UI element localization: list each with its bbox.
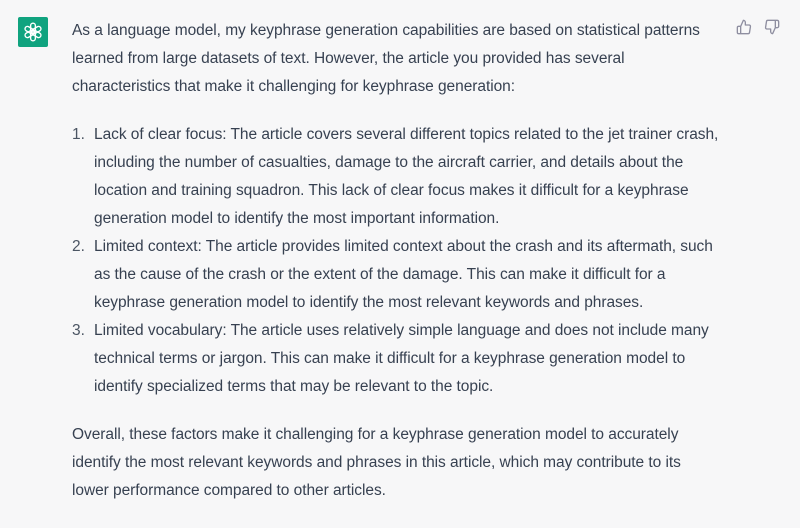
openai-logo-icon bbox=[22, 21, 44, 43]
thumbs-down-icon bbox=[764, 19, 780, 35]
thumbs-up-button[interactable] bbox=[736, 19, 752, 35]
thumbs-down-button[interactable] bbox=[764, 19, 780, 35]
list-item-text: Limited context: The article provides limited context about the crash and its aftermath, such as the cause of the crash or the extent of the damage. This can make it difficult for a keyphrase generation model to identify the most relevant keywords and phrases. bbox=[94, 238, 713, 311]
feedback-controls bbox=[736, 19, 780, 35]
list-item bbox=[72, 233, 724, 317]
list-item bbox=[72, 317, 724, 401]
message-intro: As a language model, my keyphrase generation capabilities are based on statistical patterns learned from large datasets of text. However, the article you provided has several characteristics that make it challenging for keyphrase generation: bbox=[72, 22, 700, 95]
list-item-number: 2. bbox=[72, 238, 85, 255]
message-outro: Overall, these factors make it challenging for a keyphrase generation model to accurately identify the most relevant keywords and phrases in this article, which may contribute to its lower performance compared to other articles. bbox=[72, 426, 681, 499]
factor-list bbox=[72, 121, 732, 401]
assistant-avatar bbox=[18, 17, 48, 47]
list-item bbox=[72, 121, 724, 233]
thumbs-up-icon bbox=[736, 19, 752, 35]
list-item-number: 1. bbox=[72, 126, 85, 143]
list-item-text: Limited vocabulary: The article uses relatively simple language and does not include many technical terms or jargon. This can make it difficult for a keyphrase generation model to identify specialized terms that may be relevant to the topic. bbox=[94, 322, 709, 395]
list-item-text: Lack of clear focus: The article covers several different topics related to the jet trainer crash, including the number of casualties, damage to the aircraft carrier, and details about the location and training squadron. This lack of clear focus makes it difficult for a keyphrase generation model to identify the most important information. bbox=[94, 126, 719, 227]
assistant-message bbox=[72, 17, 732, 505]
list-item-number: 3. bbox=[72, 322, 85, 339]
